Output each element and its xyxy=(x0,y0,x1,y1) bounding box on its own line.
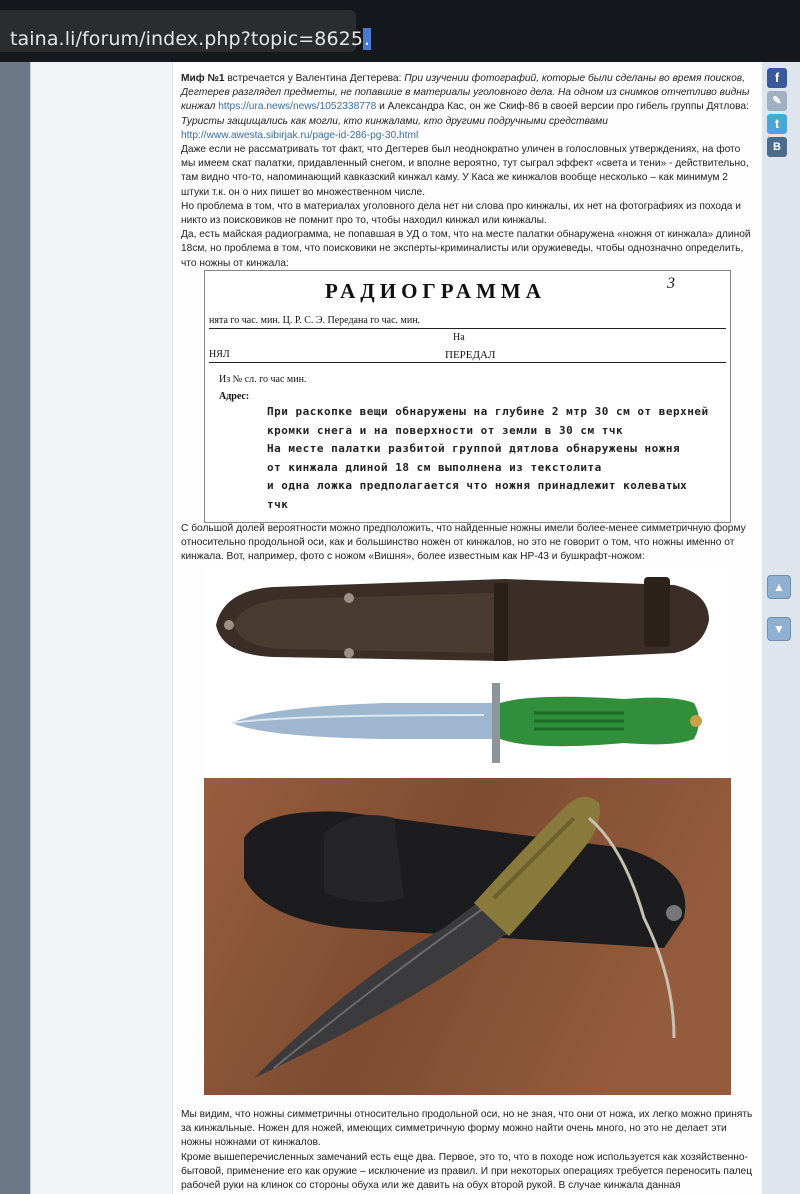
left-gutter xyxy=(0,62,30,1194)
radiogram-rule xyxy=(209,362,726,363)
post-body-3 xyxy=(181,1108,756,1193)
ura-news-link[interactable]: https://ura.news/news/1052338778 xyxy=(218,101,377,113)
post-paragraph: Даже если не рассматривать тот факт, что Дегтерев был неоднократно уличен в голословных утверждениях, на фото мы имеем скат палатки, придавленный снегом, и вполне вероятно, тут сыграл эффект «света и тени» - действительно, там видно что-то, напоминающий кавказский кинжал каму. У Каса же кинжалов вообще несколько – как минимум 2 штуки т.к. он о них пишет во множественном числе. xyxy=(181,144,749,198)
post-text: и Александра Кас, он же Скиф-86 в своей версии про гибель группы Дятлова: xyxy=(376,101,749,113)
myth-heading: Миф №1 xyxy=(181,73,225,84)
radiogram-image xyxy=(204,270,731,523)
radiogram-title: РАДИОГРАММА xyxy=(325,279,546,303)
scroll-down-button[interactable]: ▼ xyxy=(767,617,791,641)
bushcraft-knife-illustration xyxy=(204,778,731,1095)
scroll-up-button[interactable]: ▲ xyxy=(767,575,791,599)
post-body xyxy=(181,72,756,271)
radiogram-line: кромки снега и на поверхности от земли в 30 см тчк xyxy=(267,423,624,437)
radiogram-line: При раскопке вещи обнаружены на глубине 2 мтр 30 см от верхней xyxy=(267,405,709,418)
radiogram-row: Из № сл. го час мин. xyxy=(219,374,307,385)
radiogram-row: НЯЛ xyxy=(209,349,230,360)
radiogram-row: нята го час. мин. Ц. Р. С. Э. Передана го час. мин. xyxy=(209,315,421,326)
quote-text: Туристы защищались как могли, кто кинжалами, кто другими подручными средствами xyxy=(181,115,608,127)
post-text: встречается у Валентина Дегтерева: xyxy=(224,73,405,84)
post-author-column xyxy=(31,62,173,1194)
post-paragraph: Но проблема в том, что в материалах уголовного дела нет ни слова про кинжалы, их нет на фотографиях из похода и никто из поисковиков не помнит про то, чтобы находил кинжал или кинжалы. xyxy=(181,200,741,227)
radiogram-row: ПЕРЕДАЛ xyxy=(445,349,496,361)
vk-share-icon[interactable]: B xyxy=(767,137,787,157)
radiogram-line: тчк xyxy=(267,497,289,511)
post-paragraph: Да, есть майская радиограмма, не попавшая в УД о том, что на месте палатки обнаружена «ножня от кинжала» длиной 18см, но проблема в том, что поисковики не эксперты-криминалисты или оружиеведы, чтобы однозначно определить, что ножны от кинжала: xyxy=(181,229,751,269)
post-paragraph: Кроме вышеперечисленных замечаний есть еще два. Первое, это то, что в походе нож используется как хозяйственно-бытовой, применение его как оружие – исключение из правил. И при некоторых операциях требуется переносить палец рабочей руки на клинок со стороны обуха или же давить на обух второй рукой. В случае кинжала данная xyxy=(181,1151,753,1192)
quote-text: При изучении фотографий, которые были сделаны во время поисков, Дегтерев разглядел предметы, не попавшие в материалы уголовного дела. На одном из снимков отчетливо видны кинжал xyxy=(181,73,750,113)
address-selection: . xyxy=(364,28,371,50)
facebook-share-icon[interactable]: f xyxy=(767,68,787,88)
radiogram-line: и одна ложка предполагается что ножня принадлежит колеватых xyxy=(267,479,688,492)
awesta-link[interactable]: http://www.awesta.sibirjak.ru/page-id-286-pg-30.html xyxy=(181,129,419,141)
livejournal-share-icon[interactable]: ✎ xyxy=(767,91,787,111)
radiogram-line: от кинжала длиной 18 см выполнена из текстолита xyxy=(267,460,602,474)
post-paragraph: С большой долей вероятности можно предположить, что найденные ножны имели более-менее симметричную форму относительно продольной оси, как и большинство ножен от кинжалов, но это не говорит о том, что ножны именно от кинжала. Вот, например, фото с ножом «Вишня», более известным как НР-43 и бушкрафт-ножом: xyxy=(181,523,746,563)
post-body-2 xyxy=(181,522,756,565)
radiogram-row: На xyxy=(453,332,465,343)
address-text: taina.li/forum/index.php?topic=8625. xyxy=(10,28,371,50)
knife-vishnya-photo xyxy=(204,565,731,778)
knife-vishnya-illustration xyxy=(204,565,731,778)
radiogram-number: 3 xyxy=(667,275,675,292)
post-paragraph xyxy=(181,72,756,143)
radiogram-body xyxy=(267,403,727,514)
bushcraft-knife-photo xyxy=(204,778,731,1095)
radiogram-rule xyxy=(209,328,726,329)
browser-url-bar xyxy=(0,0,800,62)
radiogram-row: Адрес: xyxy=(219,391,250,402)
post-paragraph: Мы видим, что ножны симметричны относительно продольной оси, но не зная, что они от ножа, их легко можно принять за кинжальные. Ножен для ножей, имеющих симметричную форму можно найти очень много, но это не делает эти ножны ножнами от кинжалов. xyxy=(181,1109,753,1149)
radiogram-line: На месте палатки разбитой группой дятлова обнаружены ножня xyxy=(267,442,681,455)
twitter-share-icon[interactable]: t xyxy=(767,114,787,134)
address-field[interactable] xyxy=(0,10,371,52)
